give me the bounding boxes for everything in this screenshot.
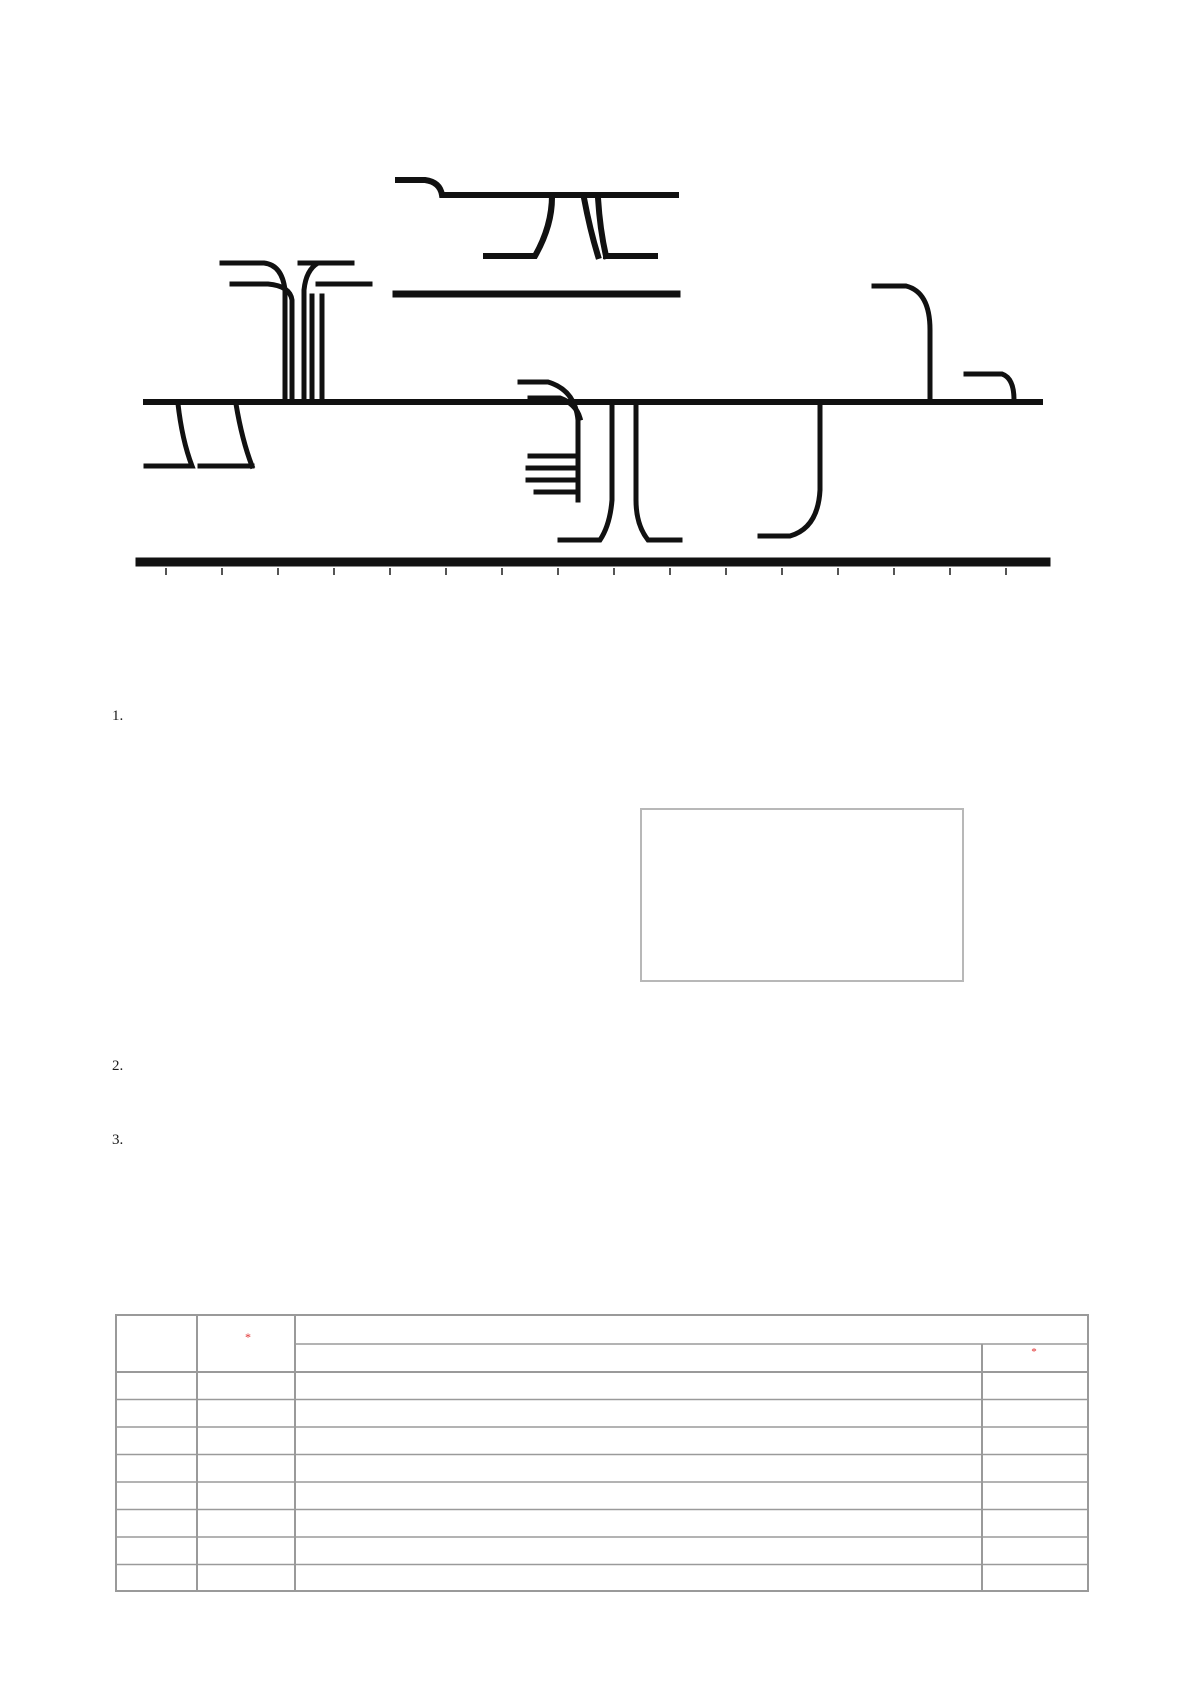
right-hooks: [760, 286, 1014, 536]
figure-placeholder-box: [640, 808, 964, 982]
item-number: 3.: [112, 1132, 124, 1148]
item-number: 1.: [112, 708, 124, 724]
middle-comb: [520, 382, 680, 540]
sequence-alignment-diagram: [0, 0, 1190, 620]
top-fragment: [396, 180, 677, 294]
header-col4: [984, 1346, 1084, 1358]
table-grid: [115, 1314, 1089, 1592]
header-col2: [202, 1330, 294, 1345]
left-hanging-loop: [146, 404, 252, 466]
axis-ticks: [166, 568, 1006, 575]
item-number: 2.: [112, 1058, 124, 1074]
left-loop-stack: [222, 263, 370, 400]
header-col4-asterisk: *: [1031, 1346, 1037, 1358]
results-table: [115, 1314, 1089, 1592]
header-col2-asterisk: *: [245, 1330, 251, 1344]
